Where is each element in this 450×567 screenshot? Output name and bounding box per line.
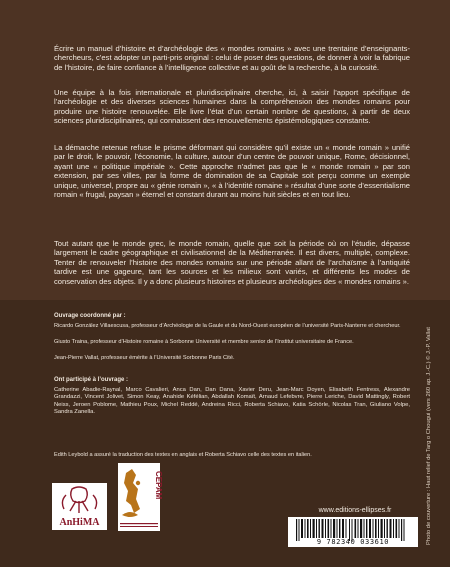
coordinator-3: Jean-Pierre Vallat, professeur émérite à l’Université Sorbonne Paris Cité. [54, 355, 235, 361]
anhima-logo-text: AnHiMA [59, 517, 100, 528]
coordinator-1: Ricardo González Villaescusa, professeur d’Archéologie de la Gaule et du Nord-Ouest européen de l’université Paris-Nanterre et chercheur. [54, 323, 401, 329]
participants-heading: Ont participé à l’ouvrage : [54, 377, 129, 383]
cepam-logo-text: CEPAM [154, 471, 163, 500]
summary-paragraph-3: La démarche retenue refuse le prisme déformant qui considère qu’il existe un « monde romain » unifié par le droit, le pouvoir, l’économie, la culture, autour d’un centre de pouvoir unique, Rome, décisionnel, ayant une « politique impériale ». Cette approche n’admet pas que le « monde romain » par son extension, par ses villes, par la forme de domination de sa Capitale soit perçu comme un exemple unique, universel, propre au « génie romain », « à l’identité romaine » résultat d’une sorte d’essentialisme romain « frugal, paysan » éternel et constant durant au moins huit siècles et en tout lieu. [54, 143, 410, 200]
summary-paragraph-2: Une équipe à la fois internationale et pluridisciplinaire cherche, ici, à saisir l’apport spécifique de l’archéologie et des diverses sciences humaines dans la compréhension des mondes romains pour produire une histoire renouvelée. Elle livre l’état d’un certain nombre de questions, à partir de deux sciences pluridisciplinaires, qui connaissent des renouvellements épistémologiques constants. [54, 88, 410, 126]
translation-note: Edith Leybold a assuré la traduction des textes en anglais et Roberta Schiavo celle des textes en italien. [54, 452, 312, 458]
cepam-logo [118, 463, 163, 531]
publisher-url[interactable]: www.editions-ellipses.fr [318, 507, 392, 514]
anhima-logo [52, 483, 107, 530]
cover-photo-credit: Photo de couverture : Haut relief de Targ o Chougui (vers 260 ap. J.-C.) © J.-P. Vallat [426, 327, 432, 545]
cepam-logo-icon [118, 463, 163, 531]
isbn-number: 9 782340 033610 [316, 538, 390, 546]
summary-paragraph-4: Tout autant que le monde grec, le monde romain, quelle que soit la période où on l’étudie, dépasse largement le cadre géographique et civilisationnel de la Méditerranée. Il est divers, multiple, complexe. Tenter de renouveler l’histoire des mondes romains sur une période allant de l’archaïsme à l’antiquité tardive est une gageure, tant les sources et les milieux sont variés, et différents les modes de conservation des objets. Il y a donc plusieurs histoires et plusieurs archéologies des « mondes romains ». [54, 239, 410, 286]
coordination-heading: Ouvrage coordonné par : [54, 313, 126, 319]
participants-list: Catherine Abadie-Raynal, Marco Cavalieri, Anca Dan, Dan Dana, Xavier Deru, Jean-Marc Doyen, Elisabeth Fentress, Alexandre Grandazzi, Vincent Jolivet, Simon Keay, Anahide Kéfélian, Abdallah Komaït, Arnaud Lefebvre, Pierre Leriche, David Mattingly, Robert Neiss, Jeroen Poblome, Mathieu Poux, Michel Reddé, Andreina Ricci, Roberta Schiavo, Katia Schörle, Nicolas Tran, Giuliano Volpe, Sandra Zanella. [54, 387, 410, 416]
anhima-logo-icon [52, 483, 107, 530]
summary-paragraph-1: Écrire un manuel d’histoire et d’archéologie des « mondes romains » avec une trentaine d’enseignants-chercheurs, c’est adopter un parti-pris original : celui de poser des questions, de donner à voir la fabrique de l’histoire, de faire confiance à l’intelligence collective et au goût de la recherche, à la curiosité. [54, 44, 410, 72]
coordinator-2: Giusto Traina, professeur d’Histoire romaine à Sorbonne Université et membre senior de l’Institut universitaire de France. [54, 339, 354, 345]
